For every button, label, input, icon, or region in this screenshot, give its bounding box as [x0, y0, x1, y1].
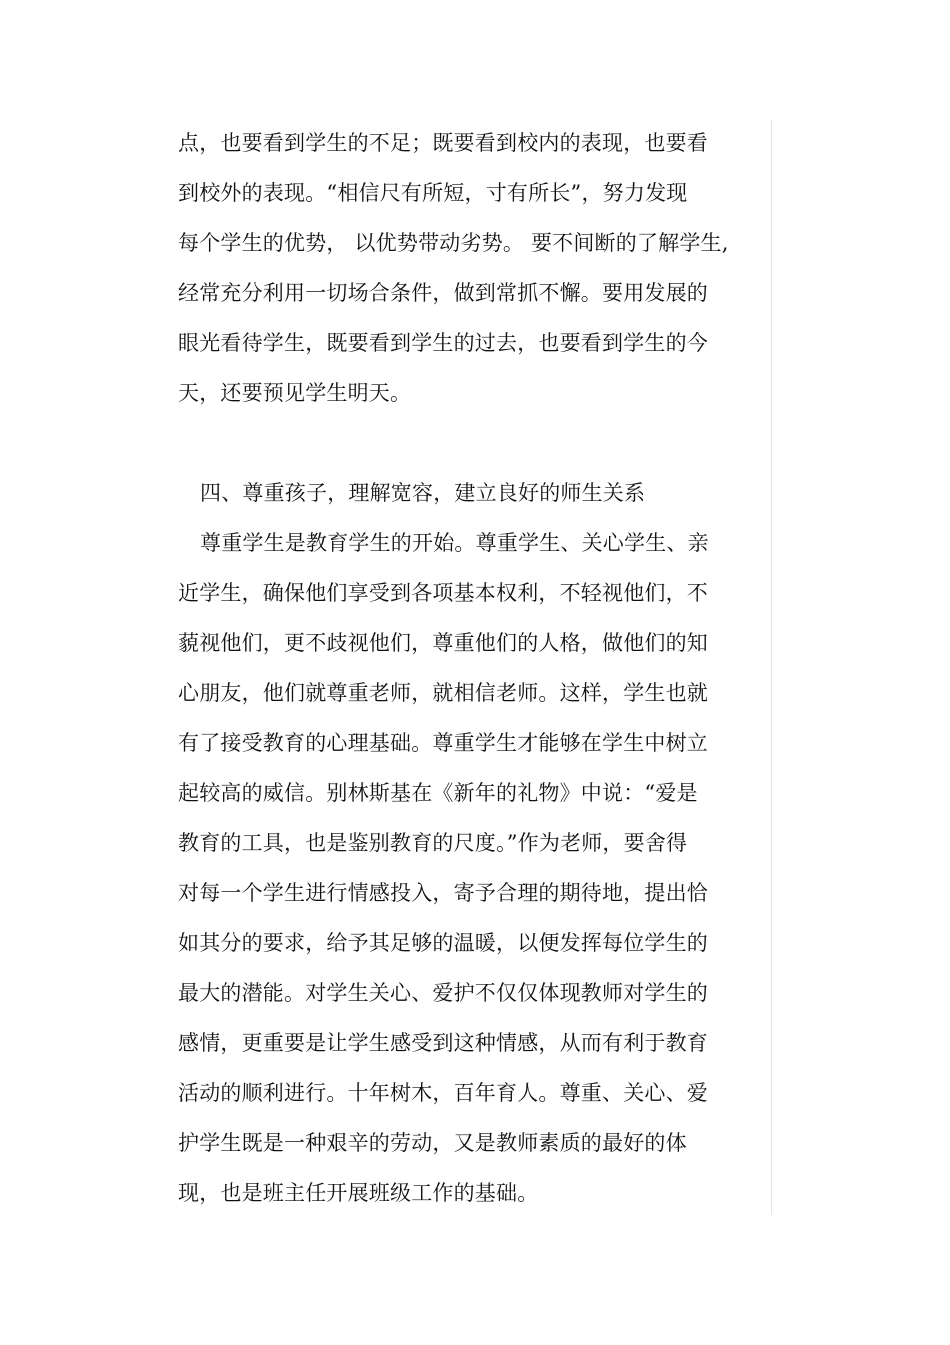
text-line: 有了接受教育的心理基础。尊重学生才能够在学生中树立 — [178, 731, 708, 755]
text-line: 护学生既是一种艰辛的劳动，又是教师素质的最好的体 — [178, 1131, 687, 1155]
text-line: 心朋友，他们就尊重老师，就相信老师。这样，学生也就 — [178, 681, 708, 705]
text-line: 每个学生的优势， 以优势带动劣势。 要不间断的了解学生, — [178, 231, 729, 255]
text-line: 起较高的威信。别林斯基在《新年的礼物》中说：“爱是 — [178, 781, 698, 805]
text-line: 到校外的表现。“相信尺有所短，寸有所长”，努力发现 — [178, 181, 688, 205]
text-line: 尊重学生是教育学生的开始。尊重学生、关心学生、亲 — [200, 531, 709, 555]
text-line: 对每一个学生进行情感投入，寄予合理的期待地，提出恰 — [178, 881, 708, 905]
text-line: 最大的潜能。对学生关心、爱护不仅仅体现教师对学生的 — [178, 981, 708, 1005]
page-margin-rule — [771, 120, 772, 1215]
paragraph-continuation — [178, 118, 768, 418]
text-line: 经常充分利用一切场合条件，做到常抓不懈。要用发展的 — [178, 281, 708, 305]
section-heading: 四、尊重孩子，理解宽容，建立良好的师生关系 — [200, 481, 646, 505]
text-line: 藐视他们，更不歧视他们，尊重他们的人格，做他们的知 — [178, 631, 708, 655]
text-line: 近学生，确保他们享受到各项基本权利，不轻视他们，不 — [178, 581, 708, 605]
text-line: 感情，更重要是让学生感受到这种情感，从而有利于教育 — [178, 1031, 708, 1055]
section-four — [178, 468, 768, 1218]
text-line: 眼光看待学生，既要看到学生的过去，也要看到学生的今 — [178, 331, 708, 355]
text-line: 如其分的要求，给予其足够的温暖，以便发挥每位学生的 — [178, 931, 708, 955]
text-line: 现，也是班主任开展班级工作的基础。 — [178, 1181, 539, 1205]
text-line: 点，也要看到学生的不足；既要看到校内的表现，也要看 — [178, 131, 708, 155]
text-line: 活动的顺利进行。十年树木，百年育人。尊重、关心、爱 — [178, 1081, 708, 1105]
text-line: 天，还要预见学生明天。 — [178, 381, 412, 405]
text-line: 教育的工具，也是鉴别教育的尺度。”作为老师，要舍得 — [178, 831, 688, 855]
